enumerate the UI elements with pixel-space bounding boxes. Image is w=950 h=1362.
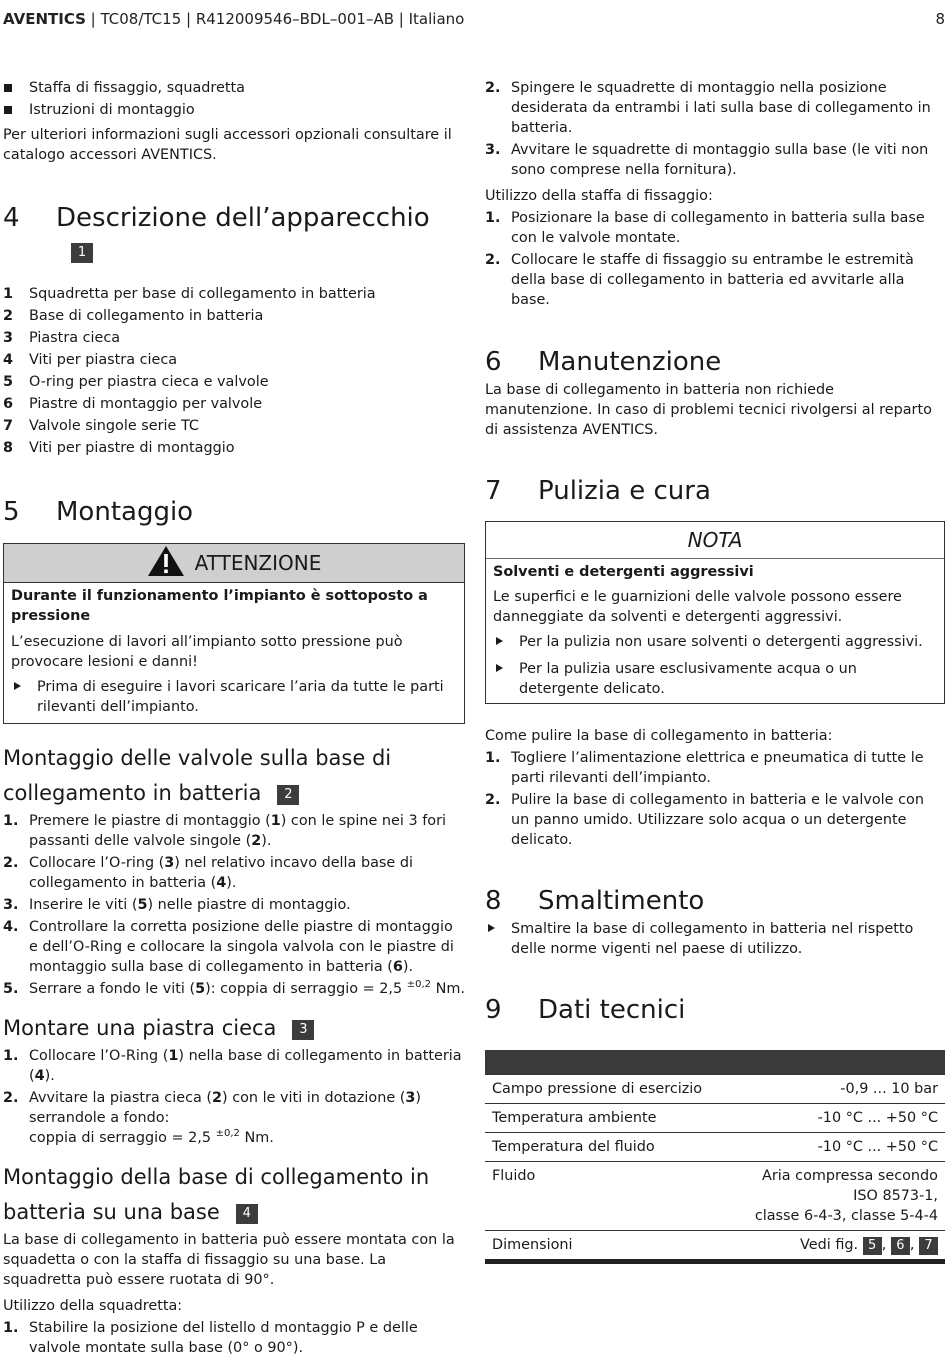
- list-item: Staffa di fissaggio, squadretta: [3, 78, 465, 98]
- left-column: [3, 78, 465, 1358]
- figure-reference: 1: [71, 243, 93, 263]
- table-row: Fluido Aria compressa secondo ISO 8573-1, classe 6-4-3, classe 5-4-4: [485, 1162, 945, 1231]
- figure-reference: 7: [919, 1237, 938, 1255]
- section-4-heading: [3, 202, 465, 266]
- disposal-action: Smaltire la base di collegamento in batteria nel rispetto delle norme vigenti nel paese di utilizzo.: [485, 919, 945, 959]
- warning-subtitle: Durante il funzionamento l’impianto è sottoposto a pressione: [11, 588, 428, 624]
- note-subtitle: Solventi e detergenti aggressivi: [493, 564, 754, 580]
- bracket-usage-lead: Utilizzo della squadretta:: [3, 1298, 183, 1314]
- intro-paragraph: Per ulteriori informazioni sugli accessori opzionali consultare il catalogo accessori AVENTICS.: [3, 127, 452, 163]
- section-8-heading: [485, 885, 945, 917]
- figure-reference: 2: [277, 785, 299, 805]
- list-item: 1 Squadretta per base di collegamento in batteria: [3, 286, 376, 302]
- list-item: 5 O-ring per piastra cieca e valvole: [3, 374, 269, 390]
- list-item: 2. Avvitare la piastra cieca (2) con le viti in dotazione (3) serrandole a fondo: coppia di serraggio = 2,5 $^{\pm 0,2}$ Nm.: [3, 1090, 422, 1146]
- document-reference: | TC08/TC15 | R412009546–BDL–001–AB | Italiano: [85, 10, 465, 28]
- warning-box: [3, 543, 465, 724]
- section-number: 6: [485, 347, 502, 377]
- warning-text: L’esecuzione di lavori all’impianto sotto pressione può provocare lesioni e danni!: [11, 634, 403, 670]
- note-action: Per la pulizia usare esclusivamente acqua o un detergente delicato.: [493, 659, 937, 699]
- section-number: 5: [3, 497, 20, 527]
- table-header-row: [485, 1050, 945, 1075]
- table-row: Campo pressione di esercizio -0,9 ... 10 bar: [485, 1075, 945, 1104]
- cleaning-lead: Come pulire la base di collegamento in batteria:: [485, 728, 833, 744]
- list-item: 1. Posizionare la base di collegamento in batteria sulla base con le valvole montate.: [485, 210, 925, 246]
- warning-triangle-icon: [147, 545, 185, 577]
- figure-reference: 4: [236, 1204, 258, 1224]
- section-6-heading: [485, 346, 945, 378]
- list-item: 2. Spingere le squadrette di montaggio nella posizione desiderata da entrambi i lati sulla base di collegamento in batteria.: [485, 80, 931, 136]
- list-item: 2. Collocare l’O-ring (3) nel relativo incavo della base di collegamento in batteria (4).: [3, 855, 413, 891]
- list-item: 7 Valvole singole serie TC: [3, 418, 199, 434]
- clamp-usage-lead: Utilizzo della staffa di fissaggio:: [485, 188, 713, 204]
- section-7-heading: [485, 475, 945, 507]
- section-number: 4: [3, 203, 20, 233]
- blank-plate-steps: [3, 1046, 465, 1148]
- page-number: 8: [935, 10, 945, 28]
- subsection-heading: Montaggio della base di collegamento in batteria su una base 4: [3, 1165, 430, 1224]
- list-item: 6 Piastre di montaggio per valvole: [3, 396, 263, 412]
- section-9-heading: [485, 994, 945, 1026]
- note-box: [485, 521, 945, 704]
- right-column: [485, 78, 945, 1264]
- section-number: 7: [485, 476, 502, 506]
- list-item: 4 Viti per piastra cieca: [3, 352, 178, 368]
- list-item: 3 Piastra cieca: [3, 330, 121, 346]
- section-title: Dati tecnici: [538, 995, 686, 1025]
- technical-data-table: [485, 1050, 945, 1264]
- note-text: Le superfici e le guarnizioni delle valvole possono essere danneggiate da solventi e detergenti aggressivi.: [493, 589, 902, 625]
- subsection-heading: Montaggio delle valvole sulla base di collegamento in batteria 2: [3, 746, 392, 805]
- base-mounting-text: La base di collegamento in batteria può essere montata con la squadetta o con la staffa di fissaggio su una base. La squadretta può essere ruotata di 90°.: [3, 1232, 455, 1288]
- list-item: 2 Base di collegamento in batteria: [3, 308, 264, 324]
- note-action: Per la pulizia non usare solventi o detergenti aggressivi.: [493, 632, 937, 652]
- brand-name: AVENTICS: [3, 10, 86, 28]
- section-number: 9: [485, 995, 502, 1025]
- warning-title: ATTENZIONE: [194, 551, 322, 575]
- valve-mounting-steps: [3, 811, 465, 999]
- page-header: [3, 9, 945, 29]
- list-item: 1. Collocare l’O-Ring (1) nella base di collegamento in batteria (4).: [3, 1048, 462, 1084]
- warning-action: Prima di eseguire i lavori scaricare l’aria da tutte le parti rilevanti dell’impianto.: [11, 677, 457, 717]
- list-item: 1. Stabilire la posizione del listello d montaggio P e delle valvole montate sulla base (0° o 90°).: [3, 1320, 418, 1356]
- section-title: Pulizia e cura: [538, 476, 711, 506]
- section-title: Montaggio: [56, 497, 194, 527]
- table-row: Temperatura ambiente -10 °C ... +50 °C: [485, 1104, 945, 1133]
- list-item: 3. Avvitare le squadrette di montaggio sulla base (le viti non sono comprese nella fornitura).: [485, 142, 929, 178]
- subsection-heading: Montare una piastra cieca 3: [3, 1011, 465, 1046]
- list-item: 1. Togliere l’alimentazione elettrica e pneumatica di tutte le parti rilevanti dell’impianto.: [485, 750, 924, 786]
- maintenance-text: La base di collegamento in batteria non richiede manutenzione. In caso di problemi tecnici rivolgersi al reparto di assistenza AVENTICS.: [485, 382, 932, 438]
- list-item: 4. Controllare la corretta posizione delle piastre di montaggio e dell’O-Ring e collocare la singola valvola con le piastre di montaggio sulla base di collegamento in batteria (6).: [3, 919, 454, 975]
- figure-reference: 6: [891, 1237, 910, 1255]
- list-item: 8 Viti per piastre di montaggio: [3, 440, 235, 456]
- figure-reference: 5: [863, 1237, 882, 1255]
- section-number: 8: [485, 886, 502, 916]
- section-title: Smaltimento: [538, 886, 705, 916]
- list-item: 1. Premere le piastre di montaggio (1) con le spine nei 3 fori passanti delle valvole singole (2).: [3, 813, 446, 849]
- parts-legend: [3, 284, 465, 458]
- list-item: Istruzioni di montaggio: [3, 100, 465, 120]
- list-item: 5. Serrare a fondo le viti (5): coppia di serraggio = 2,5 $^{\pm 0,2}$ Nm.: [3, 979, 465, 997]
- section-title: Descrizione dell’apparecchio: [56, 203, 430, 233]
- section-title: Manutenzione: [538, 347, 722, 377]
- list-item: 2. Collocare le staffe di fissaggio su entrambe le estremità della base di collegamento in batteria ed avvitarle alla base.: [485, 252, 914, 308]
- warning-header: [4, 544, 464, 583]
- list-item: 3. Inserire le viti (5) nelle piastre di montaggio.: [3, 897, 351, 913]
- section-5-heading: [3, 496, 465, 528]
- table-row: Temperatura del fluido -10 °C ... +50 °C: [485, 1133, 945, 1162]
- table-row: Dimensioni Vedi fig. 5 , 6 , 7: [485, 1231, 945, 1262]
- list-item: 2. Pulire la base di collegamento in batteria e le valvole con un panno umido. Utilizzare solo acqua o un detergente delicato.: [485, 792, 924, 848]
- figure-reference: 3: [292, 1020, 314, 1040]
- note-title: NOTA: [486, 522, 944, 559]
